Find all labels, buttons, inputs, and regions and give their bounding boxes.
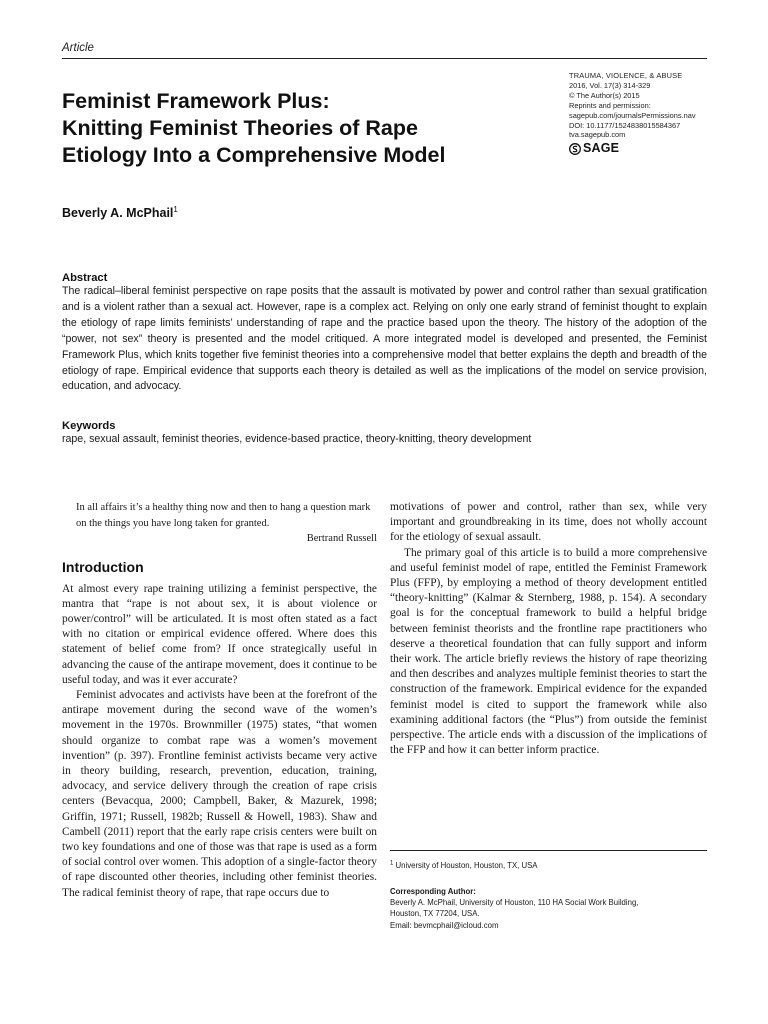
epigraph-attribution: Bertrand Russell bbox=[306, 533, 377, 544]
permissions-link[interactable]: sagepub.com/journalsPermissions.nav bbox=[569, 110, 696, 120]
keywords-heading: Keywords bbox=[62, 420, 116, 432]
sage-logo bbox=[569, 143, 759, 155]
article-type-label: Article bbox=[62, 42, 94, 54]
corresponding-label: Corresponding Author: bbox=[390, 887, 476, 896]
affiliation-text: University of Houston, Houston, TX, USA bbox=[395, 861, 538, 870]
journal-info bbox=[569, 71, 759, 155]
reprints-line: Reprints and permission: bbox=[569, 100, 651, 110]
footnote-rule bbox=[390, 850, 707, 851]
journal-name: TRAUMA, VIOLENCE, & ABUSE bbox=[569, 71, 683, 80]
intro-paragraph-3: The primary goal of this article is to build a more comprehensive and useful feminist model of rape, entitled the Feminist Framework Plus (FFP), by employing a method of theory development entitled “theory-knitting” (Kalmar & Sternberg, 1988, p. 154). A secondary goal is for the conceptual framework to build a helpful bridge between feminist theorists and the frontline rape practitioners who deserve a theoretical foundation that can fully support and inform their work. The article briefly reviews the history of rape theorizing and then describes and analyzes multiple feminist theories to start the construction of the framework. Empirical evidence for the expanded feminist model is cited to support the framework while also examining additional factors (the “Plus”) from outside the feminist perspective. The article ends with a discussion of the implications of the FFP and how it can better inform practice. bbox=[390, 546, 707, 757]
title-line-2: Knitting Feminist Theories of Rape bbox=[62, 116, 418, 140]
corresponding-line-1: Beverly A. McPhail, University of Houston, 110 HA Social Work Building, bbox=[390, 898, 639, 908]
journal-volume: 2016, Vol. 17(3) 314-329 bbox=[569, 80, 651, 90]
affiliation-mark: 1 bbox=[390, 860, 394, 867]
right-column bbox=[390, 500, 707, 758]
corresponding-line-2: Houston, TX 77204, USA. bbox=[390, 909, 480, 919]
affiliation-footnote bbox=[390, 861, 707, 872]
doi-line[interactable]: DOI: 10.1177/1524838015584367 bbox=[569, 120, 681, 130]
author-name bbox=[62, 206, 178, 220]
copyright-line: © The Author(s) 2015 bbox=[569, 90, 640, 100]
intro-paragraph-1: At almost every rape training utilizing a feminist perspective, the mantra that “rape is not about sex, it is about violence or power/control” will be articulated. It is most often stated as a fact with no citation or empirical evidence offered. Where does this statement of belief come from? If once strategically useful in advancing the cause of the antirape movement, does it continue to be useful today, and was it ever accurate? bbox=[62, 582, 377, 686]
introduction-heading: Introduction bbox=[62, 558, 144, 575]
header-rule bbox=[62, 58, 707, 59]
left-column bbox=[62, 500, 377, 901]
author-affil-mark: 1 bbox=[173, 204, 178, 214]
sage-logo-text: SAGE bbox=[583, 141, 620, 156]
corresponding-author bbox=[390, 886, 707, 931]
author-name-text: Beverly A. McPhail bbox=[62, 206, 174, 220]
title-line-3: Etiology Into a Comprehensive Model bbox=[62, 143, 446, 167]
keywords-text: rape, sexual assault, feminist theories, evidence-based practice, theory-knitting, theory development bbox=[62, 433, 532, 445]
title-line-1: Feminist Framework Plus: bbox=[62, 89, 330, 113]
abstract-heading: Abstract bbox=[62, 272, 108, 284]
intro-paragraph-2-continued: motivations of power and control, rather than sex, while very important and groundbreaking in its time, does not wholly account for the etiology of sexual assault. bbox=[390, 501, 707, 544]
journal-site-link[interactable]: tva.sagepub.com bbox=[569, 130, 626, 140]
intro-paragraph-2: Feminist advocates and activists have been at the forefront of the antirape movement during the second wave of the women’s movement in the 1970s. Brownmiller (1975) states, “that women should organize to combat rape was a women’s movement invention” (p. 397). Frontline feminist activists became very active in theory building, research, prevention, education, training, advocacy, and service delivery through the creation of rape crisis centers (Bevacqua, 2000; Campbell, Baker, & Mazurek, 1998; Griffin, 1971; Russell, 1982b; Russell & Howell, 1983). Shaw and Cambell (2011) report that the early rape crisis centers were built on two key foundations and one of those was that rape is used as a form of social control over women. This adoption of a single-factor theory of rape discounted other theories, including other feminist theories. The radical feminist theory of rape, that rape occurs due to bbox=[62, 688, 377, 899]
epigraph bbox=[76, 500, 377, 547]
abstract-text: The radical–liberal feminist perspective on rape posits that the assault is motivated by power and control rather than sexual gratification and is a violent rather than a sexual act. However, rape is a complex act. Relying on only one early strand of feminist thought to explain the etiology of rape limits feminists’ understanding of rape and the practice based upon the theory. The history of the adoption of the “power, not sex” theory is presented and the model critiqued. A more integrated model is developed and presented, the Feminist Framework Plus, which knits together five feminist theories into a comprehensive model that better explains the depth and breadth of the etiology of rape. Empirical evidence that supports each theory is detailed as well as the implications of the model on service provision, education, and advocacy. bbox=[62, 285, 707, 393]
keywords-section bbox=[62, 420, 707, 448]
abstract-section bbox=[62, 272, 707, 395]
corresponding-email[interactable]: Email: bevmcphail@icloud.com bbox=[390, 920, 499, 930]
epigraph-quote: In all affairs it’s a healthy thing now and then to hang a question mark on the things you have long taken for granted. bbox=[76, 502, 371, 529]
paper-title bbox=[62, 88, 492, 169]
sage-logo-icon bbox=[569, 143, 581, 155]
